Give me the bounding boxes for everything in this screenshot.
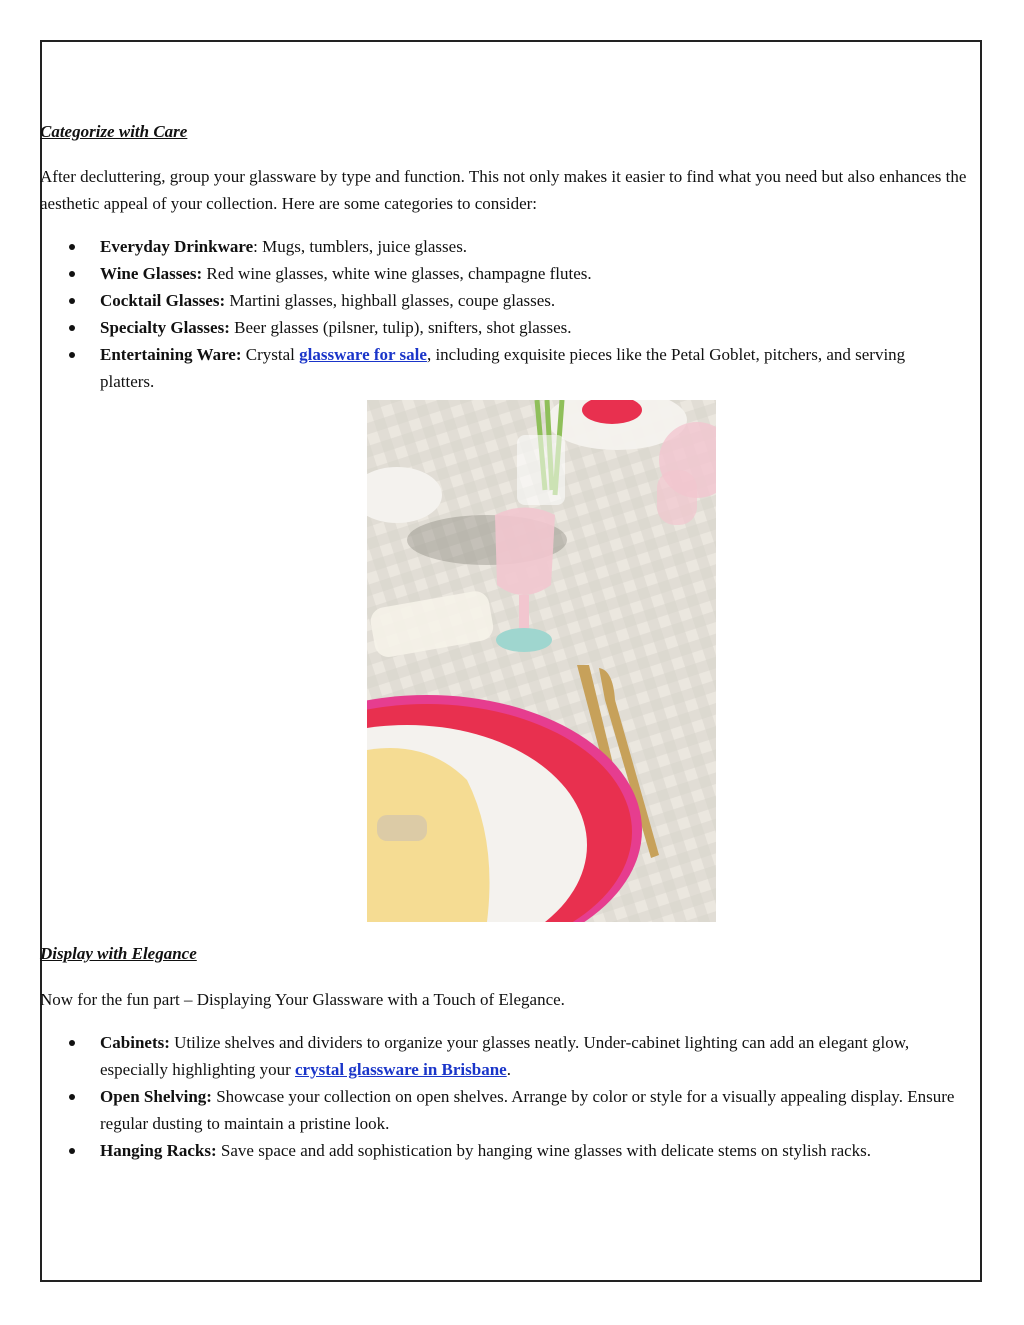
list-item-term: Hanging Racks: bbox=[100, 1141, 217, 1160]
bullet-icon bbox=[69, 325, 75, 331]
list-item: Cabinets: Utilize shelves and dividers to organize your glasses neatly. Under-cabinet lighting can add an elegant glow, especially highlighting your crystal glassware in Brisbane. bbox=[40, 1029, 965, 1083]
category-list bbox=[40, 233, 940, 395]
list-item-text: Utilize shelves and dividers to organize your glasses neatly. Under-cabinet lighting can add an elegant glow, especially highlighting your bbox=[100, 1033, 910, 1079]
list-item-term: Open Shelving: bbox=[100, 1087, 212, 1106]
napkin-ring bbox=[377, 815, 427, 841]
bud-vase bbox=[517, 435, 565, 505]
bullet-icon bbox=[69, 1094, 75, 1100]
list-item-text: Red wine glasses, white wine glasses, champagne flutes. bbox=[202, 264, 592, 283]
bullet-icon bbox=[69, 1148, 75, 1154]
list-item bbox=[40, 260, 940, 287]
bullet-icon bbox=[69, 271, 75, 277]
list-item: Everyday Drinkware: Mugs, tumblers, juice glasses. bbox=[40, 233, 940, 260]
bullet-icon bbox=[69, 1040, 75, 1046]
list-item-term: Everyday Drinkware bbox=[100, 237, 254, 256]
section-heading-categorize: Categorize with Care bbox=[40, 122, 188, 141]
glassware-for-sale-link[interactable]: glassware for sale bbox=[299, 345, 427, 364]
list-item-term: Wine Glasses: bbox=[100, 264, 203, 283]
list-item bbox=[40, 287, 940, 314]
list-item-text: Beer glasses (pilsner, tulip), snifters, shot glasses. bbox=[229, 318, 572, 337]
list-item bbox=[40, 314, 940, 341]
list-item-term: Cocktail Glasses: bbox=[100, 291, 226, 310]
list-item bbox=[40, 1083, 965, 1137]
section-heading-display: Display with Elegance bbox=[40, 944, 197, 963]
list-item-text: Mugs, tumblers, juice glasses. bbox=[257, 237, 468, 256]
display-list bbox=[40, 1029, 965, 1164]
petal-goblet bbox=[495, 508, 555, 596]
list-item-text: Martini glasses, highball glasses, coupe glasses. bbox=[225, 291, 556, 310]
pink-glass-right-2 bbox=[657, 470, 697, 525]
list-item-text: Showcase your collection on open shelves. Arrange by color or style for a visually appealing display. Ensure regular dusting to maintain a pristine look. bbox=[100, 1087, 955, 1133]
bullet-icon bbox=[69, 244, 75, 250]
section-intro-categorize: After decluttering, group your glassware by type and function. This not only makes it easier to find what you need but also enhances the aesthetic appeal of your collection. Here are some categories to consider: bbox=[40, 167, 967, 213]
bullet-icon bbox=[69, 298, 75, 304]
section-intro-display: Now for the fun part – Displaying Your Glassware with a Touch of Elegance. bbox=[40, 990, 565, 1009]
list-item: Entertaining Ware: Crystal glassware for sale, including exquisite pieces like the Petal Goblet, pitchers, and serving platters. bbox=[40, 341, 940, 395]
bullet-icon bbox=[69, 352, 75, 358]
goblet-base bbox=[496, 628, 552, 652]
crystal-glassware-brisbane-link[interactable]: crystal glassware in Brisbane bbox=[295, 1060, 507, 1079]
table-setting-photo bbox=[367, 400, 716, 922]
list-item-text: Save space and add sophistication by hanging wine glasses with delicate stems on stylish racks. bbox=[216, 1141, 872, 1160]
list-item-term: Entertaining Ware: bbox=[100, 345, 242, 364]
list-item-term: Specialty Glasses: bbox=[100, 318, 230, 337]
list-item-text: , including exquisite pieces like the Petal Goblet, pitchers, and serving platters. bbox=[100, 345, 906, 391]
list-item bbox=[40, 1137, 965, 1164]
list-item-term: Cabinets: bbox=[100, 1033, 170, 1052]
